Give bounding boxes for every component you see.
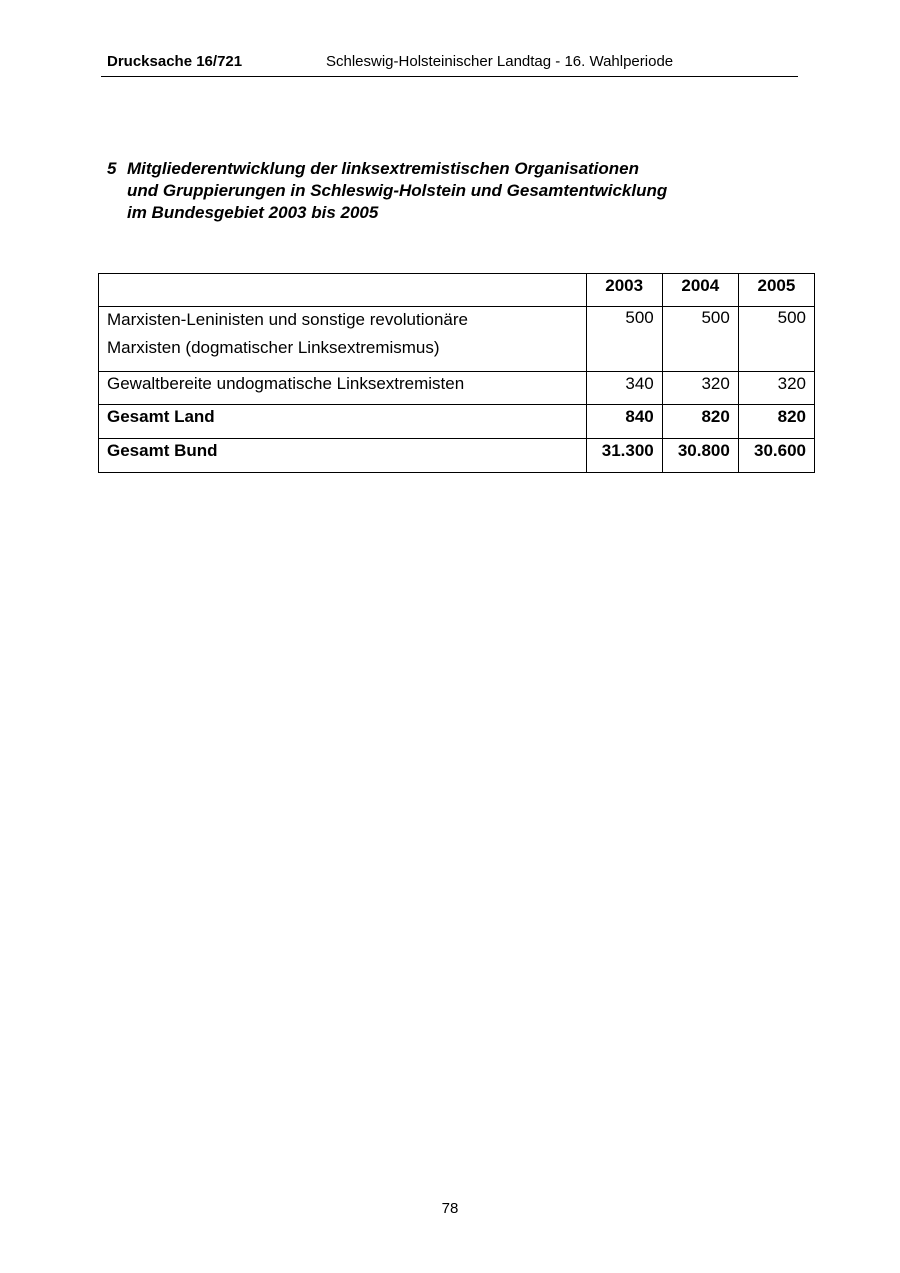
header-year-2005: 2005 bbox=[738, 274, 814, 307]
cell-value: 820 bbox=[738, 405, 814, 439]
section-title-line: im Bundesgebiet 2003 bis 2005 bbox=[127, 203, 379, 222]
table-row-total-land bbox=[99, 405, 815, 439]
row-label bbox=[99, 307, 587, 372]
cell-value: 820 bbox=[662, 405, 738, 439]
row-label: Gewaltbereite undogmatische Linksextremisten bbox=[99, 372, 587, 405]
header-year-2003: 2003 bbox=[586, 274, 662, 307]
header-empty-cell bbox=[99, 274, 587, 307]
header-year-2004: 2004 bbox=[662, 274, 738, 307]
section-number: 5 bbox=[107, 159, 117, 178]
page-header bbox=[101, 52, 798, 77]
section-title bbox=[127, 158, 737, 224]
table-row bbox=[99, 307, 815, 372]
cell-value: 320 bbox=[662, 372, 738, 405]
table-row-total-bund bbox=[99, 439, 815, 473]
section-title-line: Mitgliederentwicklung der linksextremistischen Organisationen bbox=[127, 159, 640, 178]
row-label: Gesamt Land bbox=[99, 405, 587, 439]
row-label-line: Marxisten-Leninisten und sonstige revolutionäre bbox=[107, 310, 468, 329]
cell-value: 340 bbox=[586, 372, 662, 405]
cell-value: 500 bbox=[738, 307, 814, 372]
cell-value: 30.800 bbox=[662, 439, 738, 473]
page-number: 78 bbox=[441, 1200, 459, 1217]
row-label-line: Marxisten (dogmatischer Linksextremismus) bbox=[107, 338, 440, 357]
cell-value: 320 bbox=[738, 372, 814, 405]
table-header-row bbox=[99, 274, 815, 307]
cell-value: 500 bbox=[662, 307, 738, 372]
section-title-line: und Gruppierungen in Schleswig-Holstein und Gesamtentwicklung bbox=[127, 181, 668, 200]
table-row bbox=[99, 372, 815, 405]
document-number: Drucksache 16/721 bbox=[107, 53, 243, 70]
cell-value: 500 bbox=[586, 307, 662, 372]
parliament-name: Schleswig-Holsteinischer Landtag - 16. Wahlperiode bbox=[326, 53, 674, 70]
row-label: Gesamt Bund bbox=[99, 439, 587, 473]
cell-value: 30.600 bbox=[738, 439, 814, 473]
cell-value: 31.300 bbox=[586, 439, 662, 473]
cell-value: 840 bbox=[586, 405, 662, 439]
membership-table bbox=[98, 273, 815, 473]
